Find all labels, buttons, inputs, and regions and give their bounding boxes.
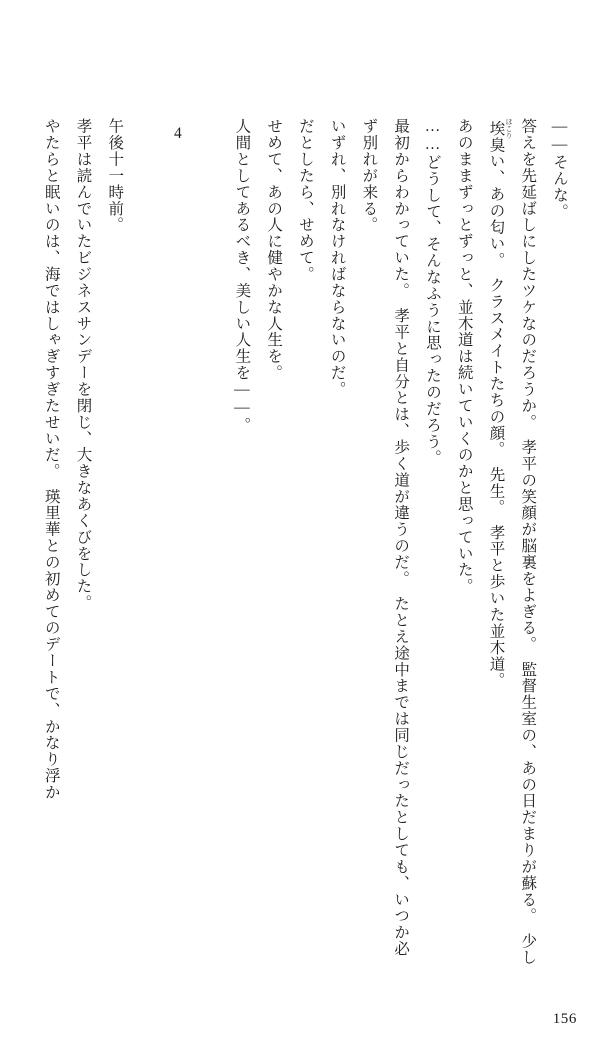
paragraph-6: いずれ、別れなければならないのだ。 xyxy=(328,118,346,398)
paragraph-7: だとしたら、せめて。 xyxy=(296,118,314,283)
paragraph-9: 人間としてあるべき、美しい人生を――。 xyxy=(233,118,251,434)
paragraph-2-text: 答えを先延ばしにしたツケなのだろうか。 孝平の笑顔が脳裏をよぎる。 監督生室の、あの日だまりが蘇る。 少し埃 ほこり臭い、あの匂い。 クラスメイトたちの顔。 先生。 孝平と歩いた並木道。 xyxy=(487,118,537,966)
page-body-text xyxy=(42,118,575,970)
section-number-value: 4 xyxy=(173,125,182,142)
paragraph-11: 孝平は読んでいたビジネスサンデーを閉じ、大きなあくびをした。 xyxy=(74,118,92,611)
paragraph-12: やたらと眠いのは、海ではしゃぎすぎたせいだ。 瑛里華との初めてのデートで、かなり浮か xyxy=(42,118,60,801)
section-number xyxy=(162,118,194,970)
paragraph-5: 最初からわかっていた。 孝平と自分とは、歩く道が違うのだ。 たとえ途中までは同じだったとしても、いつか必ず別れが来る。 xyxy=(360,118,410,957)
ruby-annotation: 埃 ほこり xyxy=(487,118,512,139)
paragraph-4: ……どうして、そんなふうに思ったのだろう。 xyxy=(423,118,441,467)
paragraph-10: 午後十一時前。 xyxy=(106,118,124,234)
page-number: 156 xyxy=(552,1011,577,1027)
paragraph-8: せめて、あの人に健やかな人生を。 xyxy=(265,118,283,381)
paragraph-2 xyxy=(480,118,544,970)
paragraph-3: あのままずっとずっと、並木道は続いていくのかと思っていた。 xyxy=(455,118,473,595)
paragraph-1: ――そんな。 xyxy=(551,118,568,220)
